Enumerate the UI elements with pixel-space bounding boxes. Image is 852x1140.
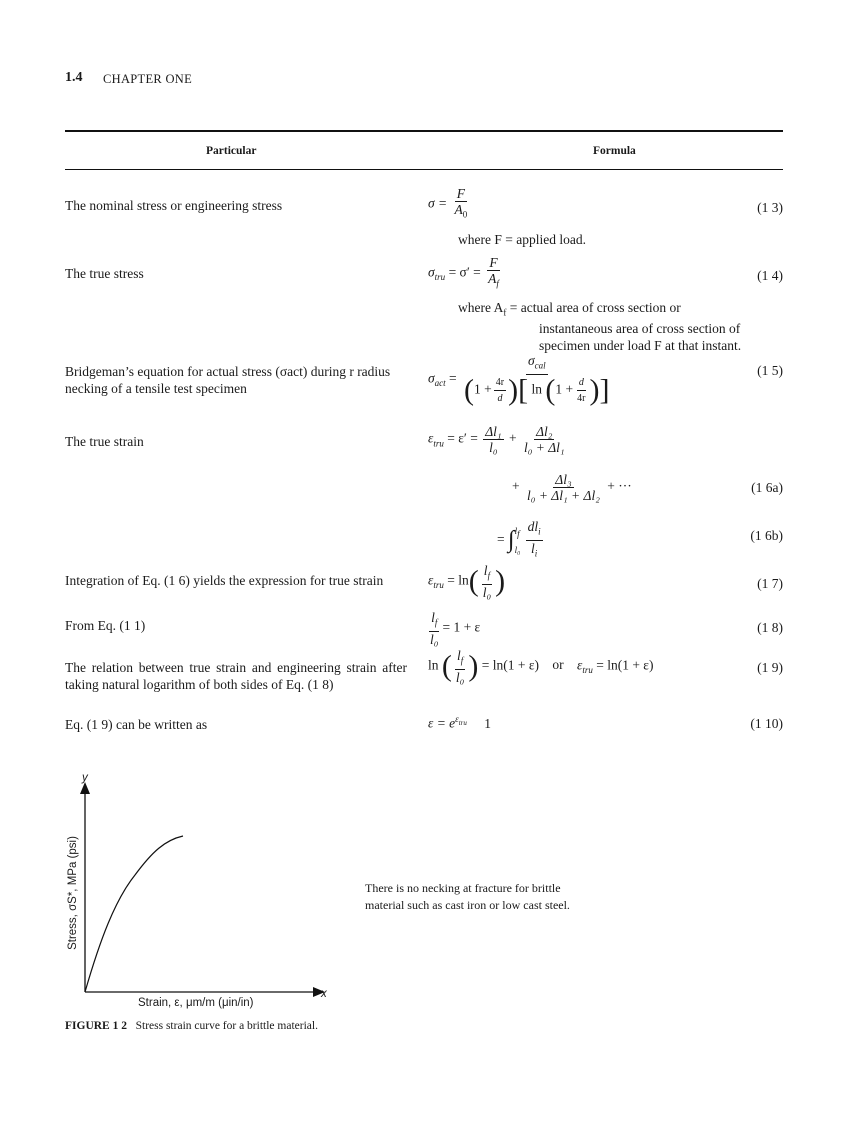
equation-number: (1 6b) [750,528,783,543]
formula-note [458,300,741,354]
formula-1-7: $\varepsilon_{tru} = \ln$( $\frac{l_f}{\text{l₀}}$ ) [428,563,506,600]
formula-term: = [497,531,505,547]
formula-term: σ [428,264,435,280]
numerator: l [431,610,435,625]
numerator: l [456,648,461,663]
particular-text: Bridgeman’s equation for actual stress (σact) during r radius necking of a tensile test specimen [65,364,391,396]
equation-number: (1 10) [750,716,783,731]
numerator: l [483,563,488,578]
note-text: where A [458,300,504,315]
subscript: f [487,570,491,581]
caption-text: Stress strain curve for a brittle material. [135,1020,318,1032]
superscript: ε [455,714,459,724]
formula-term: = [449,370,457,386]
formula-1-5 [428,353,614,406]
numerator: d [578,376,584,388]
table-header-rule [65,169,783,170]
caption-label: FIGURE 1 2 [65,1020,127,1032]
table-top-rule [65,130,783,132]
numerator: 4r [495,376,505,388]
formula-term: ln [531,381,543,397]
denominator: l [530,540,535,556]
denominator: l₀ + Δl₁ [523,440,565,455]
note-text: instantaneous area of cross section of [539,321,741,337]
lower-limit: l₀ [514,544,521,555]
formula-term: ε [576,657,583,673]
formula-1-6b [497,519,545,561]
denominator: l₀ [482,584,492,600]
subscript: 0 [462,209,468,220]
formula-1-6-line1 [428,424,569,455]
formula-term: = ln(1 + ε) [596,657,654,673]
figure-caption [65,1020,318,1032]
formula-term: + [512,478,520,494]
formula-term: ε = e [428,715,456,731]
formula-term: = ln [447,572,469,588]
numerator: F [456,186,466,201]
y-axis-label: Stress, σS*, MPa (psi) [67,836,79,950]
section-number: 1.4 [65,70,83,85]
formula-term: σ [428,370,435,386]
formula-term: ε [428,430,434,446]
chapter-title: CHAPTER ONE [103,72,193,86]
formula-term: σ = [428,195,448,211]
formula-1-9: ln ( $\frac{l_f}{\text{l₀}}$ ) = ln(1 + ε) or $\varepsilon_{tru} = \ln(1 + \varepsilon)$ [428,648,654,685]
column-header-particular: Particular [206,145,257,157]
fraction [525,472,602,503]
column-header-formula: Formula [593,145,636,157]
x-axis-letter: x [321,988,327,1000]
equation-number: (1 6a) [751,480,783,495]
subscript: f [496,278,499,289]
particular-text: The true strain [65,434,144,449]
denominator: A [454,202,463,217]
numerator: dl [527,519,539,534]
note-text: specimen under load F at that instant. [539,337,742,353]
formula-term: = ε′ = [447,430,478,446]
formula-1-8 [426,610,480,647]
subscript: tru [433,580,444,591]
numerator: F [489,255,498,270]
denominator: l₀ [489,440,498,455]
subscript: f [434,617,438,628]
subscript: tru [433,438,444,449]
fraction [483,424,503,455]
equation-number: (1 8) [757,620,783,635]
fraction [481,563,493,600]
formula-term: 1 + [555,381,574,397]
formula-term: + ··· [607,478,632,494]
particular-text: The nominal stress or engineering stress [65,198,283,213]
formula-term: = σ′ = [448,264,481,280]
particular-text: Eq. (1 9) can be written as [65,717,208,732]
subscript: tru [458,718,467,727]
note-text: = actual area of cross section or [506,300,681,315]
denominator: l₀ + Δl₁ + Δl₂ [527,488,600,503]
equation-number: (1 4) [757,268,783,283]
particular-text: The true stress [65,266,144,281]
x-axis-label: Strain, ε, μm/m (μin/in) [138,997,254,1009]
fraction [428,610,440,647]
subscript: tru [582,665,593,676]
formula-1-10 [428,714,491,732]
denominator: d [497,392,503,404]
particular-text: From Eq. (1 1) [65,618,146,633]
denominator: l₀ [455,669,465,685]
subscript: f [517,528,520,539]
numerator: Δl₁ [485,424,502,439]
subscript: i [538,526,541,537]
denominator: l₀ [430,631,439,647]
particular-text: Integration of Eq. (1 6) yields the expression for true strain [65,573,384,588]
fraction: $\sigma_{cal}$ (1 + $\frac{4r}{d}$ )[ ln (1 + $\frac{d}{4r}$ )] [464,353,610,407]
formula-note: where F = applied load. [458,232,586,247]
subscript: act [434,378,446,389]
numerator: σ [527,353,535,368]
fraction [526,519,543,561]
formula-1-3 [428,186,471,223]
figure-note: There is no necking at fracture for brittle material such as cast iron or low cast steel. [365,881,570,912]
subscript: f [503,307,507,318]
stress-strain-figure [60,780,340,1005]
subscript: f [460,655,464,666]
fraction [454,648,466,685]
fraction [453,186,470,223]
formula-term: ε [428,572,434,588]
equation-number: (1 3) [757,200,783,215]
subscript: cal [534,360,546,371]
subscript: i [534,548,538,559]
equation-number: (1 5) [757,363,783,378]
fraction [486,255,501,292]
upper-limit: l [514,525,518,536]
formula-term: + [508,430,517,446]
integral-sign: ∫ [508,527,515,554]
formula-term: = 1 + ε [442,619,481,635]
formula-term: 1 + [474,381,492,397]
formula-1-6a-line2 [512,472,632,503]
formula-term: ln [428,657,439,673]
formula-1-4 [428,255,503,292]
formula-term: 1 [484,715,492,731]
equation-number: (1 7) [757,576,783,591]
particular-text: The relation between true strain and engineering strain after taking natural logarithm of both sides of Eq. (1 8) [65,660,407,692]
y-axis-letter: y [82,772,88,784]
equation-number: (1 9) [757,660,783,675]
stress-strain-curve [85,836,183,992]
denominator: A [488,271,497,286]
numerator: Δl₃ [555,472,572,487]
formula-term: or [552,657,564,673]
formula-term: = ln(1 + ε) [481,657,539,673]
subscript: tru [434,272,446,283]
fraction [522,424,567,455]
numerator: Δl₂ [536,424,553,439]
denominator: 4r [577,392,586,404]
